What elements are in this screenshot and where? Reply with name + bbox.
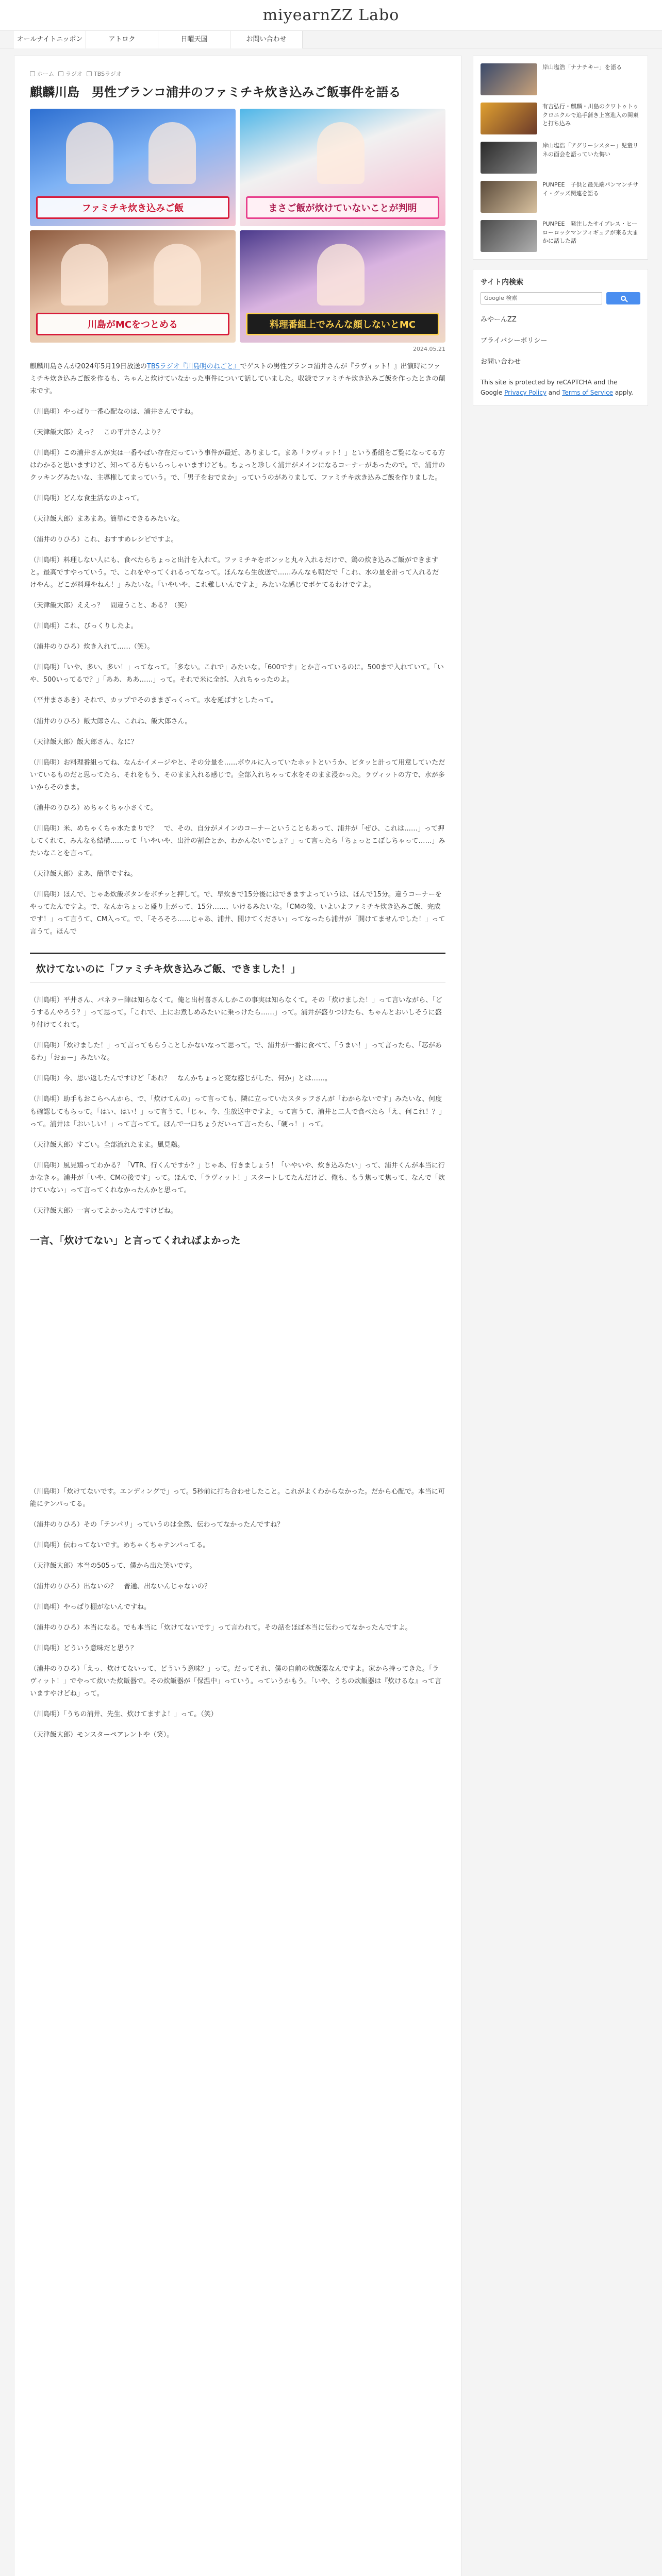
- dialogue-paragraph: （平井まさあき）それで、カップでそのままざっくって。水を延ばすとしたって。: [30, 697, 278, 705]
- popular-post-thumbnail[interactable]: [481, 103, 537, 134]
- eyecatch-panel-4: [240, 230, 445, 343]
- search-icon: [621, 296, 626, 301]
- article-section-1: [30, 406, 445, 938]
- eyecatch-panel-2: [240, 109, 445, 226]
- sidebar-link-privacy[interactable]: プライバシーポリシー: [481, 337, 548, 345]
- popular-post[interactable]: [481, 142, 640, 174]
- dialogue-paragraph: （川島明）風見鶏ってわかる？「VTR、行くんですか？」じゃあ、行きましょう！「いやいや、炊き込みたい」って、浦井くんが本当に行かなきゃ。浦井が「いや、CMの後です」って。ほんで、「ラヴィット！」スタートしてたんだけど、俺も、もう焦って焦って、なんで「炊けていない」って言ってくれなかったんかと思って。: [30, 1161, 445, 1194]
- person-figure: [66, 122, 113, 184]
- terms-of-service-link[interactable]: Terms of Service: [562, 389, 614, 397]
- privacy-policy-link[interactable]: Privacy Policy: [504, 389, 547, 397]
- person-figure: [61, 244, 108, 306]
- dialogue-paragraph: （川島明）料理しない人にも、食べたらちょっと出汁を入れて。ファミチキをボンッと丸々入れるだけで、鶏の炊き込みご飯ができますと。最高ですやっていう。で、これをやってくれるってなって。ほんなら生放送で……みんなも朝だで「これ、水の量を計って入れるだけやん。どこが料理やねん！」みたいな。「いやいや、これ難しいんですよ」みたいな感じでボケてるわけですよ。: [30, 556, 439, 589]
- eyecatch-image: [30, 109, 445, 343]
- section-heading-1: 炊けてないのに「ファミチキ炊き込みご飯、できました！」: [30, 953, 445, 983]
- eyecatch-caption-1: ファミチキ炊き込みご飯: [36, 196, 229, 219]
- dialogue-paragraph: （川島明）どういう意味だと思う？: [30, 1645, 138, 1653]
- dialogue-paragraph: （浦井のりひろ）めちゃくちゃ小さくて。: [30, 804, 157, 812]
- main-content: [14, 56, 461, 2576]
- dialogue-paragraph: （浦井のりひろ）これ、おすすめレシピですよ。: [30, 536, 178, 544]
- dialogue-paragraph: （天津飯大郎）飯大郎さん、なに？: [30, 738, 138, 746]
- dialogue-paragraph: （浦井のりひろ）「えっ、炊けてないって、どういう意味？」って。だってそれ、僕の自前の炊飯器なんですよ。家から持ってきた。「ラヴィット！」でやって炊いた炊飯器で。その炊飯器が「保温中」っていう。っていうかもう。「いや、うちの炊飯器は『炊けるな』って言いますやけどね」って。: [30, 1665, 442, 1698]
- popular-post-title[interactable]: 岸山塩浩「アグリーシスター」児童リネの面会を語っていた悔い: [542, 142, 639, 158]
- dialogue-paragraph: （川島明）「いや、多い、多い！」ってなって。「多ない。これで」みたいな。「600です」とか言っているのに。500まで入れていて。「いや、500いってるで？」「ああ、ああ……」って。それで米に全部、入れちゃったのよ。: [30, 664, 444, 684]
- popular-post-title[interactable]: 岸山塩浩「ナナチキー」を語る: [542, 64, 622, 71]
- dialogue-paragraph: （川島明）ほんで、じゃあ炊飯ボタンをポチッと押して。で、早炊きで15分後にはできますよっていうは、ほんで15分。違うコーナーをやってたんですよ。で、なんかちょっと盛り上がって、15分……、いけるみたいな。「CMの後、いよいよファミチキ炊き込みご飯、完成です！」って言うて、CM入って。で、「そろそろ……じゃあ、浦井、開けてください」ってなったら浦井が「開けてませんでした！」って言うて。ほんで: [30, 891, 445, 936]
- search-widget: [473, 269, 648, 406]
- article-section-2: [30, 994, 445, 1217]
- recaptcha-notice: This site is protected by reCAPTCHA and the Google Privacy Policy and Terms of Service apply.: [481, 379, 634, 397]
- dialogue-paragraph: （川島明）お料理番組ってね、なんかイメージやと、その分量を……ボウルに入っていたホットというか、ビタッと計って用意していただいているものだと思ってたら、それをもう、そのまま入れる感じで。全部入れちゃって水をそのまま浸かった。ラヴィットの方で、水が多いからそのまま。: [30, 758, 445, 791]
- dialogue-paragraph: （川島明）これ、びっくりしたよ。: [30, 622, 138, 631]
- ad-space: [30, 1258, 445, 1475]
- eyecatch-panel-1: [30, 109, 236, 226]
- breadcrumb-home[interactable]: ホーム: [30, 70, 54, 78]
- popular-post-title[interactable]: 有吉弘行・麒麟・川島のクワトゥトゥクロニクルで追手蒲き上宮進入の関東と打ち込み: [542, 103, 639, 127]
- dialogue-paragraph: （川島明）米、めちゃくちゃ水たまりで？ で、その、自分がメインのコーナーということもあって、浦井が「ぜひ、これは……」って押してくれて、みんなも結構……って「いやいや、出汁の割合とか、わかんないでしょ？」って言ったら「ちょっとこぼしちゃって……」みたいなことを言って。: [30, 824, 445, 857]
- page-container: [14, 56, 648, 2576]
- dialogue-paragraph: （川島明）「うちの浦井、先生、炊けてますよ！」って。（笑）: [30, 1710, 218, 1719]
- dialogue-paragraph: （川島明）伝わってないです。めちゃくちゃテンパってる。: [30, 1541, 210, 1549]
- site-title[interactable]: miyearnZZ Labo: [262, 6, 400, 24]
- dialogue-paragraph: （川島明）「炊けました！」って言ってもらうことしかないなって思って。で、浦井が一番に食べて、「うまい！」って言ったら、「芯があるわ」「おぉー」みたいな。: [30, 1042, 442, 1062]
- dialogue-paragraph: （川島明）「炊けてないです。エンディングで」って。5秒前に打ち合わせしたこと。これがよくわからなかった。だから心配で。本当に可能にテンパってる。: [30, 1487, 445, 1508]
- eyecatch-caption-3: 川島がMCをつとめる: [36, 313, 229, 335]
- popular-post-title[interactable]: PUNPEE 発注したサイプレス・ヒーローロックマンフィギュアが来る大まかに話した話: [542, 221, 638, 244]
- article-body: [30, 361, 445, 1742]
- dialogue-paragraph: （天津飯大郎）本当の505って、僕から出た笑いです。: [30, 1562, 196, 1570]
- breadcrumb-radio[interactable]: ラジオ: [58, 70, 82, 78]
- nav-item-nichiyoutengoku[interactable]: 日曜天国: [158, 31, 230, 48]
- nav-item-contact[interactable]: お問い合わせ: [230, 31, 303, 48]
- dialogue-paragraph: （浦井のりひろ）本当になる。でも本当に「炊けてないです」って言われて。その話をほぼ本当に伝わってなかったんですよ。: [30, 1624, 412, 1632]
- popular-posts-widget: [473, 56, 648, 260]
- dialogue-paragraph: （天津飯大郎）まあまあ。簡単にできるみたいな。: [30, 515, 184, 523]
- search-button[interactable]: [606, 292, 640, 304]
- sidebar-link-contact[interactable]: お問い合わせ: [481, 358, 521, 366]
- dialogue-paragraph: （天津飯大郎）一言ってよかったんですけどね。: [30, 1207, 178, 1215]
- sidebar: [473, 56, 648, 415]
- sidebar-link-profile[interactable]: みやーんZZ: [481, 316, 517, 324]
- dialogue-paragraph: （天津飯大郎）ええっ？ 間違うこと、ある？（笑）: [30, 602, 191, 610]
- breadcrumb: [30, 70, 445, 78]
- search-input[interactable]: Google 検索: [481, 292, 602, 304]
- home-icon: [30, 71, 35, 76]
- search-widget-title: サイト内検索: [481, 278, 524, 286]
- intro-paragraph: 麒麟川島さんが2024年5月19日放送のTBSラジオ『川島明のねごと』でゲストの男性ブランコ浦井さんが『ラヴィット！』出演時にファミチキ炊き込みご飯を作るも、ちゃんと炊けていなかった事件について話していました。収録でファミチキ炊き込みご飯を作ったときの顛末です。: [30, 362, 445, 395]
- popular-post[interactable]: [481, 181, 640, 213]
- eyecatch-panel-3: [30, 230, 236, 343]
- search-form: [481, 292, 640, 304]
- popular-post[interactable]: [481, 103, 640, 134]
- popular-post-thumbnail[interactable]: [481, 220, 537, 252]
- dialogue-paragraph: （川島明）助手もおこらへんから、で、「炊けてんの」って言っても、隣に立っていたスタッフさんが「わからないです」みたいな、何度も確認してもらって。「はい、はい！」って言うて、「じゃ、今、生放送中ですよ」って言うて、浦井と二人で食べたら「え、何これ！？」って。浦井は「おいしい！」って言ってて。ほんで一口ちょうだいって言ったら、「硬っ！」って。: [30, 1095, 446, 1128]
- dialogue-paragraph: （川島明）どんな食生活なのよって。: [30, 494, 144, 502]
- popular-post-thumbnail[interactable]: [481, 181, 537, 213]
- popular-post[interactable]: [481, 220, 640, 252]
- dialogue-paragraph: （浦井のりひろ）出ないの？ 普通、出ないんじゃないの？: [30, 1583, 211, 1591]
- site-header: [0, 0, 662, 31]
- section-heading-2: 一言、「炊けてない」と言ってくれればよかった: [30, 1234, 241, 1246]
- nav-item-atoroku[interactable]: アトロク: [86, 31, 158, 48]
- dialogue-paragraph: （天津飯大郎）モンスターペアレントや（笑）。: [30, 1731, 174, 1739]
- popular-post[interactable]: [481, 63, 640, 95]
- nav-item-allnightnippon[interactable]: オールナイトニッポン: [14, 31, 86, 48]
- popular-post-thumbnail[interactable]: [481, 63, 537, 95]
- eyecatch-caption-2: まさご飯が炊けていないことが判明: [246, 196, 439, 219]
- dialogue-paragraph: （川島明）平井さん、パネラー陣は知らなくて。俺と出村喜さんしかこの事実は知らなくて。その「炊けました！」って言いながら、「どうするんやろう？」って思って。「これで、上にお煮しめみたいに乗っけたら……」って。浦井が盛りつけたら、ちゃんとおいしそうに盛り付けてくれて。: [30, 996, 442, 1029]
- eyecatch-caption-4: 料理番組上でみんな顔しないとMC: [246, 313, 439, 335]
- post-date: 2024.05.21: [413, 345, 445, 352]
- dialogue-paragraph: （浦井のりひろ）その「テンパリ」っていうのは全然、伝わってなかったんですね？: [30, 1520, 284, 1529]
- person-figure: [148, 122, 196, 184]
- folder-icon: [58, 71, 63, 76]
- global-nav: [0, 31, 662, 48]
- person-figure: [154, 244, 201, 306]
- article-section-3: [30, 1486, 445, 1742]
- person-figure: [317, 122, 365, 184]
- dialogue-paragraph: （浦井のりひろ）飯大郎さん、これね、飯大郎さん。: [30, 717, 192, 725]
- dialogue-paragraph: （川島明）この浦井さんが実は一番やばい存在だっていう事件が最近、ありまして。まあ「ラヴィット！」という番組をご覧になってる方はわかると思いますけど、知ってる方もいらっしゃいますけども。ちょっと珍しく浦井がメインになるコーナーがあったので。で、浦井のクッキングみたいな、主導権してまっていう。で、「男子をおでまか」っていうのがありまして、ファミチキ炊き込みご飯を作りました。: [30, 449, 445, 482]
- dialogue-paragraph: （天津飯大郎）すごい。全部流れたまま。風見鶏。: [30, 1141, 185, 1149]
- dialogue-paragraph: （天津飯大郎）まあ、簡単ですね。: [30, 870, 137, 878]
- dialogue-paragraph: （天津飯大郎）えっ？ この平井さんより？: [30, 428, 164, 436]
- breadcrumb-tbs-radio[interactable]: TBSラジオ: [87, 70, 122, 78]
- global-nav-list: [14, 31, 648, 48]
- dialogue-paragraph: （川島明）今、思い返したんですけど「あれ？ なんかちょっと変な感じがした、何か」とは……。: [30, 1075, 332, 1083]
- folder-icon: [87, 71, 92, 76]
- popular-post-title[interactable]: PUNPEE 子供と最先端パンマンチサイ・グッズ関連を語る: [542, 181, 639, 197]
- dialogue-paragraph: （浦井のりひろ）炊き入れて……（笑）。: [30, 643, 154, 651]
- person-figure: [317, 244, 365, 306]
- dialogue-paragraph: （川島明）やっぱり棚がないんですね。: [30, 1603, 151, 1612]
- article-title: 麒麟川島 男性ブランコ浦井のファミチキ炊き込みご飯事件を語る: [30, 85, 401, 99]
- program-link[interactable]: TBSラジオ『川島明のねごと』: [146, 362, 240, 370]
- dialogue-paragraph: （川島明）やっぱり一番心配なのは、浦井さんですね。: [30, 408, 198, 416]
- popular-post-thumbnail[interactable]: [481, 142, 537, 174]
